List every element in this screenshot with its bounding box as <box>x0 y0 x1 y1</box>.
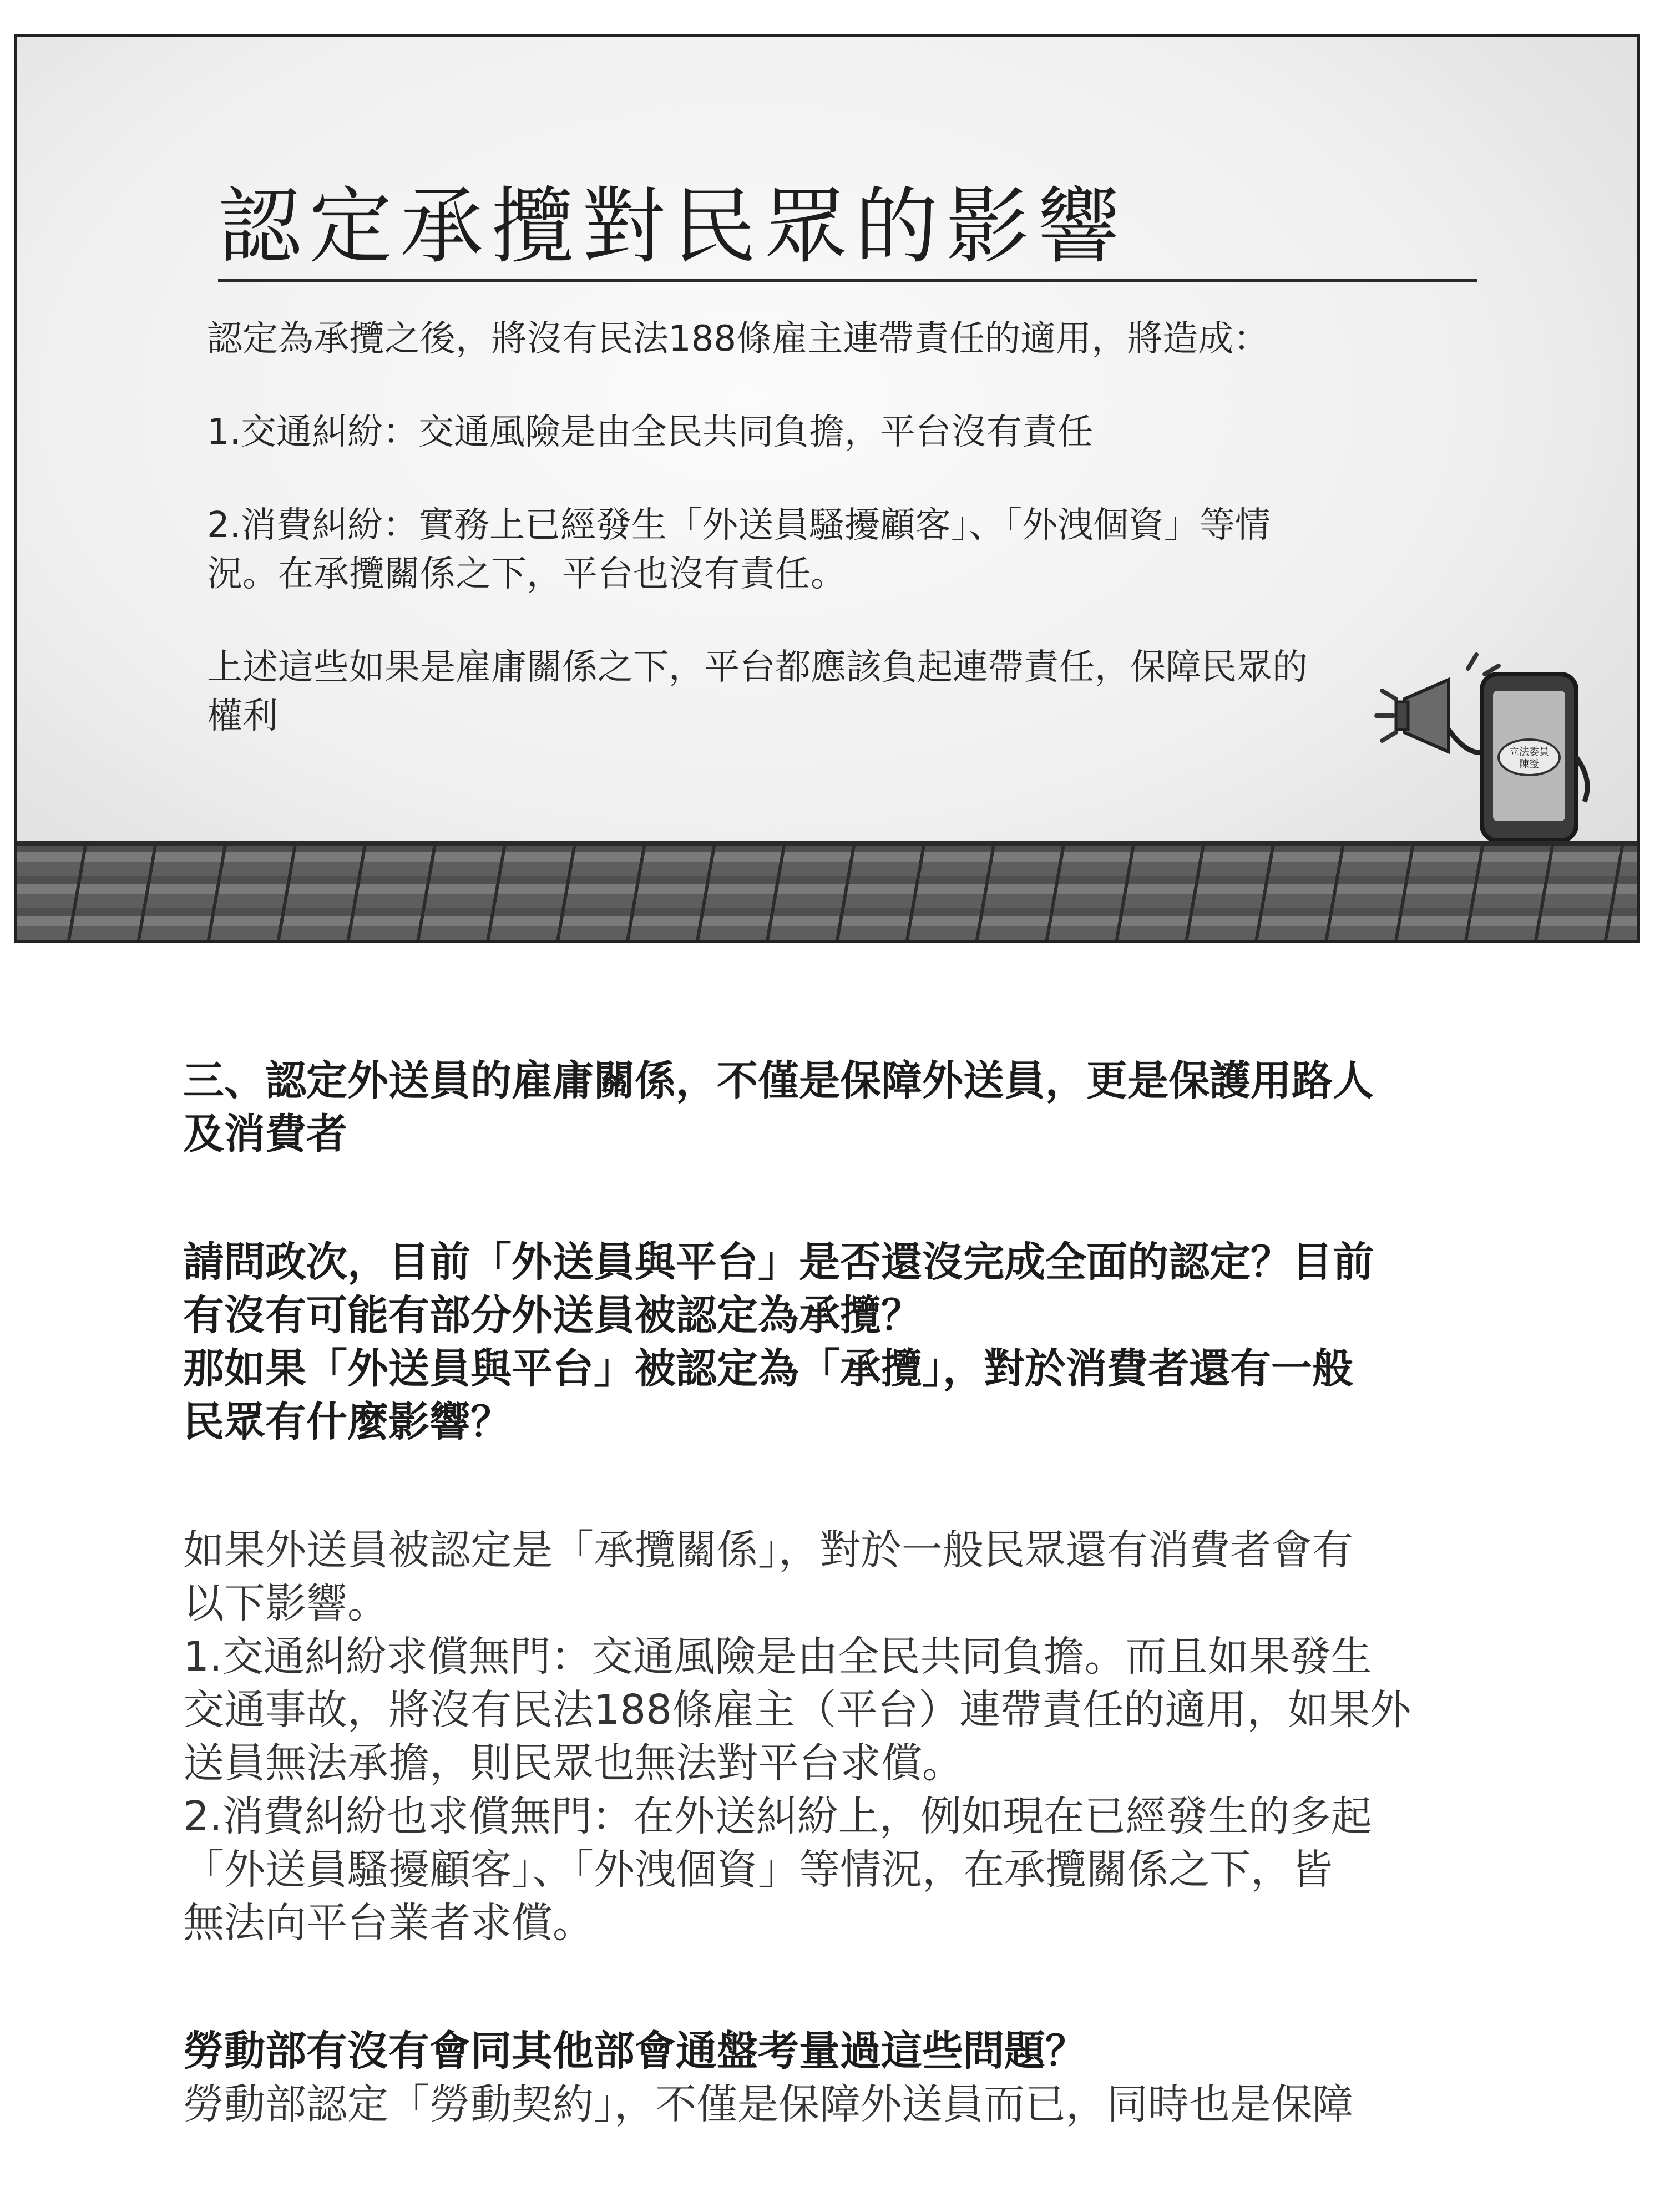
answer-1-line: 送員無法承擔，則民眾也無法對平台求償。 <box>183 1739 963 1787</box>
document-body <box>183 1054 1487 2131</box>
question-1-line: 那如果「外送員與平台」被認定為「承攬」，對於消費者還有一般 <box>183 1345 1353 1393</box>
presentation-slide <box>14 34 1640 943</box>
answer-2-line: 勞動部認定「勞動契約」，不僅是保障外送員而已，同時也是保障 <box>183 2081 1353 2128</box>
answer-1-line: 1.交通糾紛求償無門：交通風險是由全民共同負擔。而且如果發生 <box>183 1633 1372 1680</box>
answer-1-line: 無法向平台業者求償。 <box>183 1899 594 1947</box>
answer-1 <box>183 1523 1487 1950</box>
slide-body <box>207 315 1483 785</box>
slide-point-2 <box>207 501 1483 599</box>
question-1-line: 請問政次，目前「外送員與平台」是否還沒完成全面的認定？目前 <box>183 1238 1374 1286</box>
slide-closing-line-2: 權利 <box>207 696 278 737</box>
answer-1-line: 如果外送員被認定是「承攬關係」，對於一般民眾還有消費者會有 <box>183 1526 1353 1574</box>
question-2 <box>183 2024 1487 2078</box>
question-1-line: 民眾有什麼影響？ <box>183 1398 512 1446</box>
question-2-line: 勞動部有沒有會同其他部會通盤考量過這些問題？ <box>183 2027 1086 2075</box>
slide-point-2-line-2: 況。在承攬關係之下，平台也沒有責任。 <box>207 554 846 595</box>
answer-1-line: 交通事故，將沒有民法188條雇主（平台）連帶責任的適用，如果外 <box>183 1686 1411 1734</box>
section-heading-line-1: 三、認定外送員的雇庸關係，不僅是保障外送員，更是保護用路人 <box>183 1057 1374 1105</box>
title-divider <box>218 279 1477 282</box>
slide-closing <box>207 643 1483 741</box>
answer-1-line: 「外送員騷擾顧客」、「外洩個資」等情況，在承攬關係之下，皆 <box>183 1846 1333 1894</box>
answer-1-line: 以下影響。 <box>183 1580 388 1627</box>
question-1 <box>183 1236 1487 1449</box>
svg-text:立法委員: 立法委員 <box>1509 746 1549 758</box>
slide-closing-line-1: 上述這些如果是雇庸關係之下，平台都應該負起連帶責任，保障民眾的 <box>207 647 1308 688</box>
slide-point-2-line-1: 2.消費糾紛：實務上已經發生「外送員騷擾顧客」、「外洩個資」等情 <box>207 505 1271 546</box>
section-heading-line-2: 及消費者 <box>183 1110 347 1158</box>
question-1-line: 有沒有可能有部分外送員被認定為承攬？ <box>183 1292 922 1339</box>
slide-title: 認定承攬對民眾的影響 <box>218 179 1129 275</box>
svg-text:陳瑩: 陳瑩 <box>1519 758 1539 770</box>
answer-2 <box>183 2078 1487 2131</box>
slide-intro: 認定為承攬之後，將沒有民法188條雇主連帶責任的適用，將造成： <box>207 318 1269 360</box>
slide-point-1: 1.交通糾紛：交通風險是由全民共同負擔，平台沒有責任 <box>207 412 1094 453</box>
section-heading <box>183 1054 1487 1161</box>
answer-1-line: 2.消費糾紛也求償無門：在外送糾紛上，例如現在已經發生的多起 <box>183 1793 1372 1840</box>
wooden-floor <box>17 841 1637 940</box>
